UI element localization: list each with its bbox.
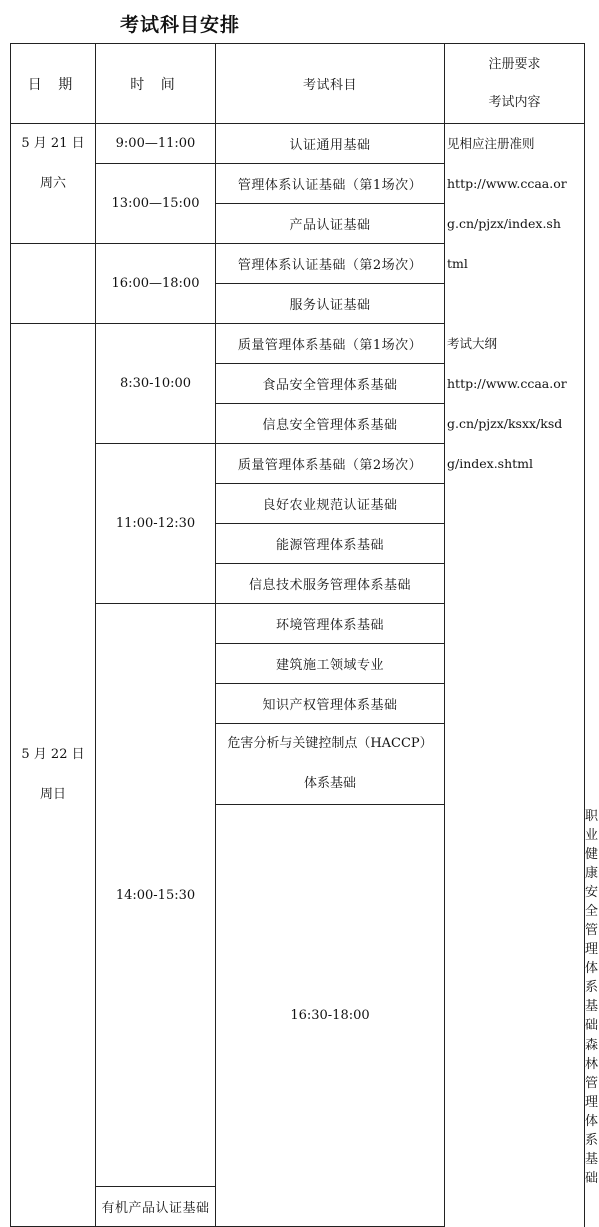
req1-link-part: tml <box>447 256 468 271</box>
req1-link-part: g.cn/pjzx/index.sh <box>447 216 561 231</box>
subject-line: 危害分析与关键控制点（HACCP） <box>227 736 433 751</box>
subject-cell-two-line <box>216 724 445 805</box>
header-requirements <box>445 44 585 124</box>
requirements-block1 <box>445 124 585 324</box>
req2-link-part: http://www.ccaa.or <box>447 375 567 391</box>
subject-cell: 认证通用基础 <box>216 124 445 164</box>
requirements-block2 <box>445 324 585 1227</box>
slot-time: 11:00-12:30 <box>96 444 216 604</box>
slot-time: 13:00—15:00 <box>96 164 216 244</box>
header-time: 时 间 <box>96 44 216 124</box>
subject-cell: 产品认证基础 <box>216 204 445 244</box>
subject-line: 体系基础 <box>303 776 356 791</box>
subject-cell: 能源管理体系基础 <box>216 524 445 564</box>
table-header-row <box>11 44 585 124</box>
slot-time: 9:00—11:00 <box>96 124 216 164</box>
table-row: 16:30-18:00 职业健康安全管理体系基础 <box>11 805 585 1034</box>
subject-cell: 管理体系认证基础（第1场次） <box>216 164 445 204</box>
subject-cell: 质量管理体系基础（第1场次） <box>216 324 445 364</box>
header-req-line1: 注册要求 <box>488 56 541 72</box>
subject-cell: 信息安全管理体系基础 <box>216 404 445 444</box>
req1-link-part: http://www.ccaa.or <box>447 176 567 191</box>
req1-line: 见相应注册准则 <box>447 136 535 151</box>
subject-cell: 环境管理体系基础 <box>216 604 445 644</box>
exam-schedule-table <box>10 43 599 1227</box>
header-subject: 考试科目 <box>216 44 445 124</box>
day2-date-cell <box>11 324 96 1227</box>
subject-cell: 良好农业规范认证基础 <box>216 484 445 524</box>
page-title: 考试科目安排 <box>120 14 241 36</box>
header-date: 日 期 <box>11 44 96 124</box>
day1-date-cell <box>11 124 96 244</box>
day2-date: 5 月 22 日 <box>21 747 85 762</box>
day2-weekday: 周日 <box>39 787 66 802</box>
req2-link-part: g/index.shtml <box>447 455 534 471</box>
subject-cell: 质量管理体系基础（第2场次） <box>216 444 445 484</box>
table-row: 森林管理体系基础 <box>585 1038 599 1186</box>
slot-time: 16:30-18:00 <box>216 805 445 1227</box>
subject-cell: 服务认证基础 <box>216 284 445 324</box>
slot-time: 8:30-10:00 <box>96 324 216 444</box>
subject-cell: 管理体系认证基础（第2场次） <box>216 244 445 284</box>
day1-weekday: 周六 <box>39 176 66 191</box>
subject-cell: 有机产品认证基础 <box>96 1187 216 1227</box>
slot-time: 16:00—18:00 <box>96 244 216 324</box>
subject-cell: 建筑施工领域专业 <box>216 644 445 684</box>
req2-line: 考试大纲 <box>447 335 498 351</box>
table-row <box>11 324 585 364</box>
subject-cell: 食品安全管理体系基础 <box>216 364 445 404</box>
day1-date: 5 月 21 日 <box>21 136 85 151</box>
header-req-line2: 考试内容 <box>488 94 541 110</box>
slot-time: 14:00-15:30 <box>96 604 216 1187</box>
table-row <box>11 124 585 164</box>
subject-cell: 知识产权管理体系基础 <box>216 684 445 724</box>
req2-link-part: g.cn/pjzx/ksxx/ksd <box>447 415 563 431</box>
day1-empty-date-cell <box>11 244 96 324</box>
subject-cell: 信息技术服务管理体系基础 <box>216 564 445 604</box>
